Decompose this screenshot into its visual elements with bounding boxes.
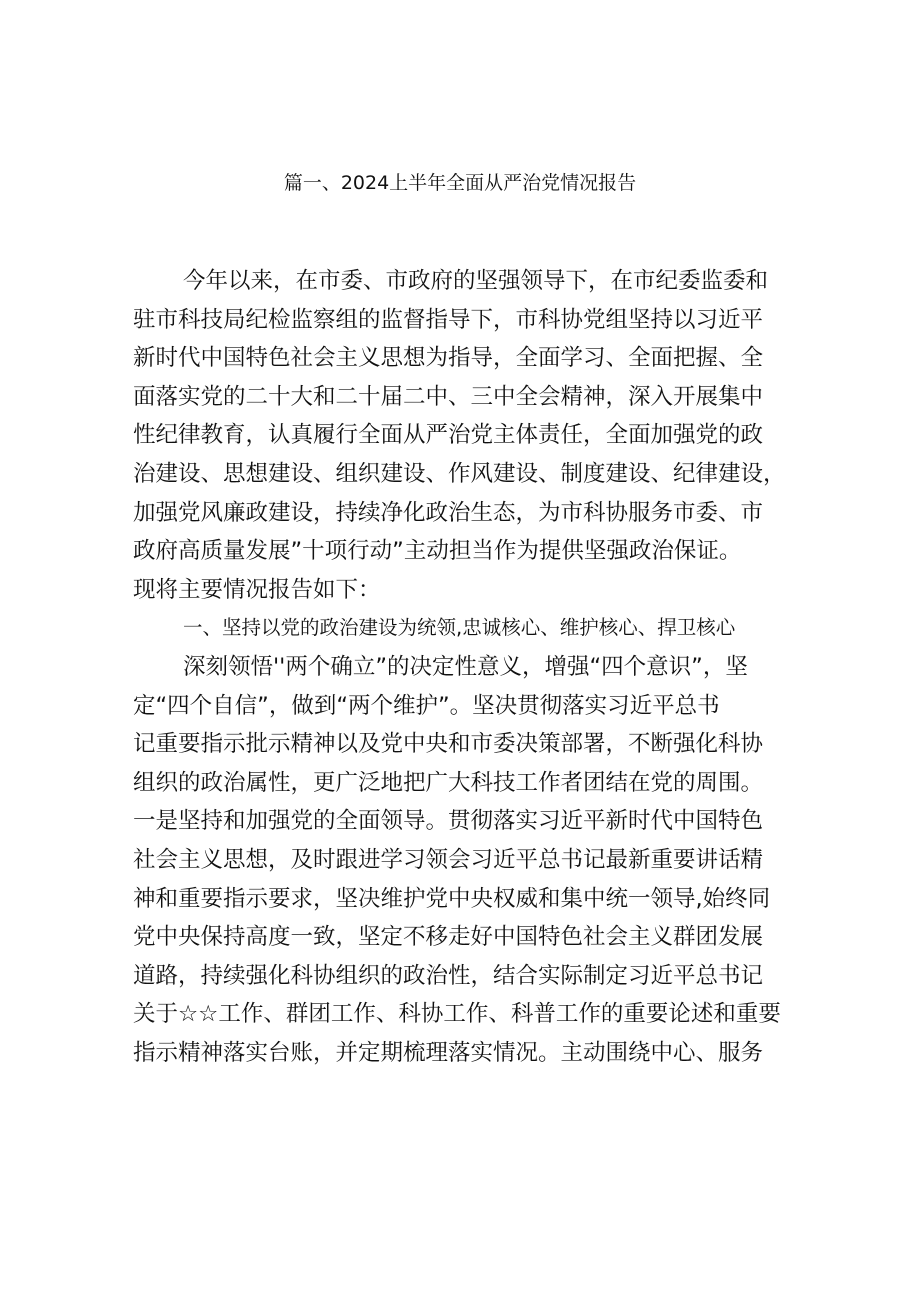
paragraph-line: 今年以来，在市委、市政府的坚强领导下，在市纪委监委和: [183, 268, 769, 294]
paragraph-line: 加强党风廉政建设，持续净化政治生态，为市科协服务市委、市: [133, 499, 764, 526]
paragraph-line: 驻市科技局纪检监察组的监督指导下，市科协党组坚持以习近平: [133, 306, 764, 333]
paragraph-line: 政府高质量发展”十项行动”主动担当作为提供坚强政治保证。: [133, 538, 742, 565]
paragraph-line: 社会主义思想，及时跟进学习领会习近平总书记最新重要讲话精: [133, 846, 764, 873]
paragraph-line: 一是坚持和加强党的全面领导。贯彻落实习近平新时代中国特色: [133, 808, 764, 835]
paragraph-line: 治建设、思想建设、组织建设、作风建设、制度建设、纪律建设，: [133, 460, 786, 487]
document-body: [133, 262, 813, 1072]
paragraph-line: 神和重要指示要求，坚决维护党中央权威和集中统一领导,始终同: [133, 885, 771, 912]
paragraph-line: 深刻领悟''两个确立”的决定性意义，增强“四个意识”，坚: [183, 653, 748, 680]
paragraph-line: 性纪律教育，认真履行全面从严治党主体责任，全面加强党的政: [133, 422, 764, 449]
paragraph-line: 新时代中国特色社会主义思想为指导，全面学习、全面把握、全: [133, 345, 764, 372]
paragraph-line: 指示精神落实台账，并定期梳理落实情况。主动围绕中心、服务: [133, 1039, 764, 1066]
paragraph-line: 面落实党的二十大和二十届二中、三中全会精神，深入开展集中: [133, 383, 764, 410]
document-title: 篇一、2024上半年全面从严治党情况报告: [283, 172, 637, 194]
paragraph-line: 组织的政治属性，更广泛地把广大科技工作者团结在党的周围。: [133, 769, 764, 796]
paragraph-line: 记重要指示批示精神以及党中央和市委决策部署，不断强化科协: [133, 731, 764, 758]
paragraph-line: 道路，持续强化科协组织的政治性，结合实际制定习近平总书记: [133, 962, 764, 989]
paragraph-line: 定“四个自信”，做到“两个维护”。坚决贯彻落实习近平总书: [133, 692, 720, 719]
section-heading: 一、坚持以党的政治建设为统领,忠诚核心、维护核心、捍卫核心: [183, 616, 736, 640]
paragraph-line: 现将主要情况报告如下：: [133, 576, 381, 603]
paragraph-line: 关于☆☆工作、群团工作、科协工作、科普工作的重要论述和重要: [133, 1001, 781, 1028]
paragraph-line: 党中央保持高度一致，坚定不移走好中国特色社会主义群团发展: [133, 924, 764, 951]
